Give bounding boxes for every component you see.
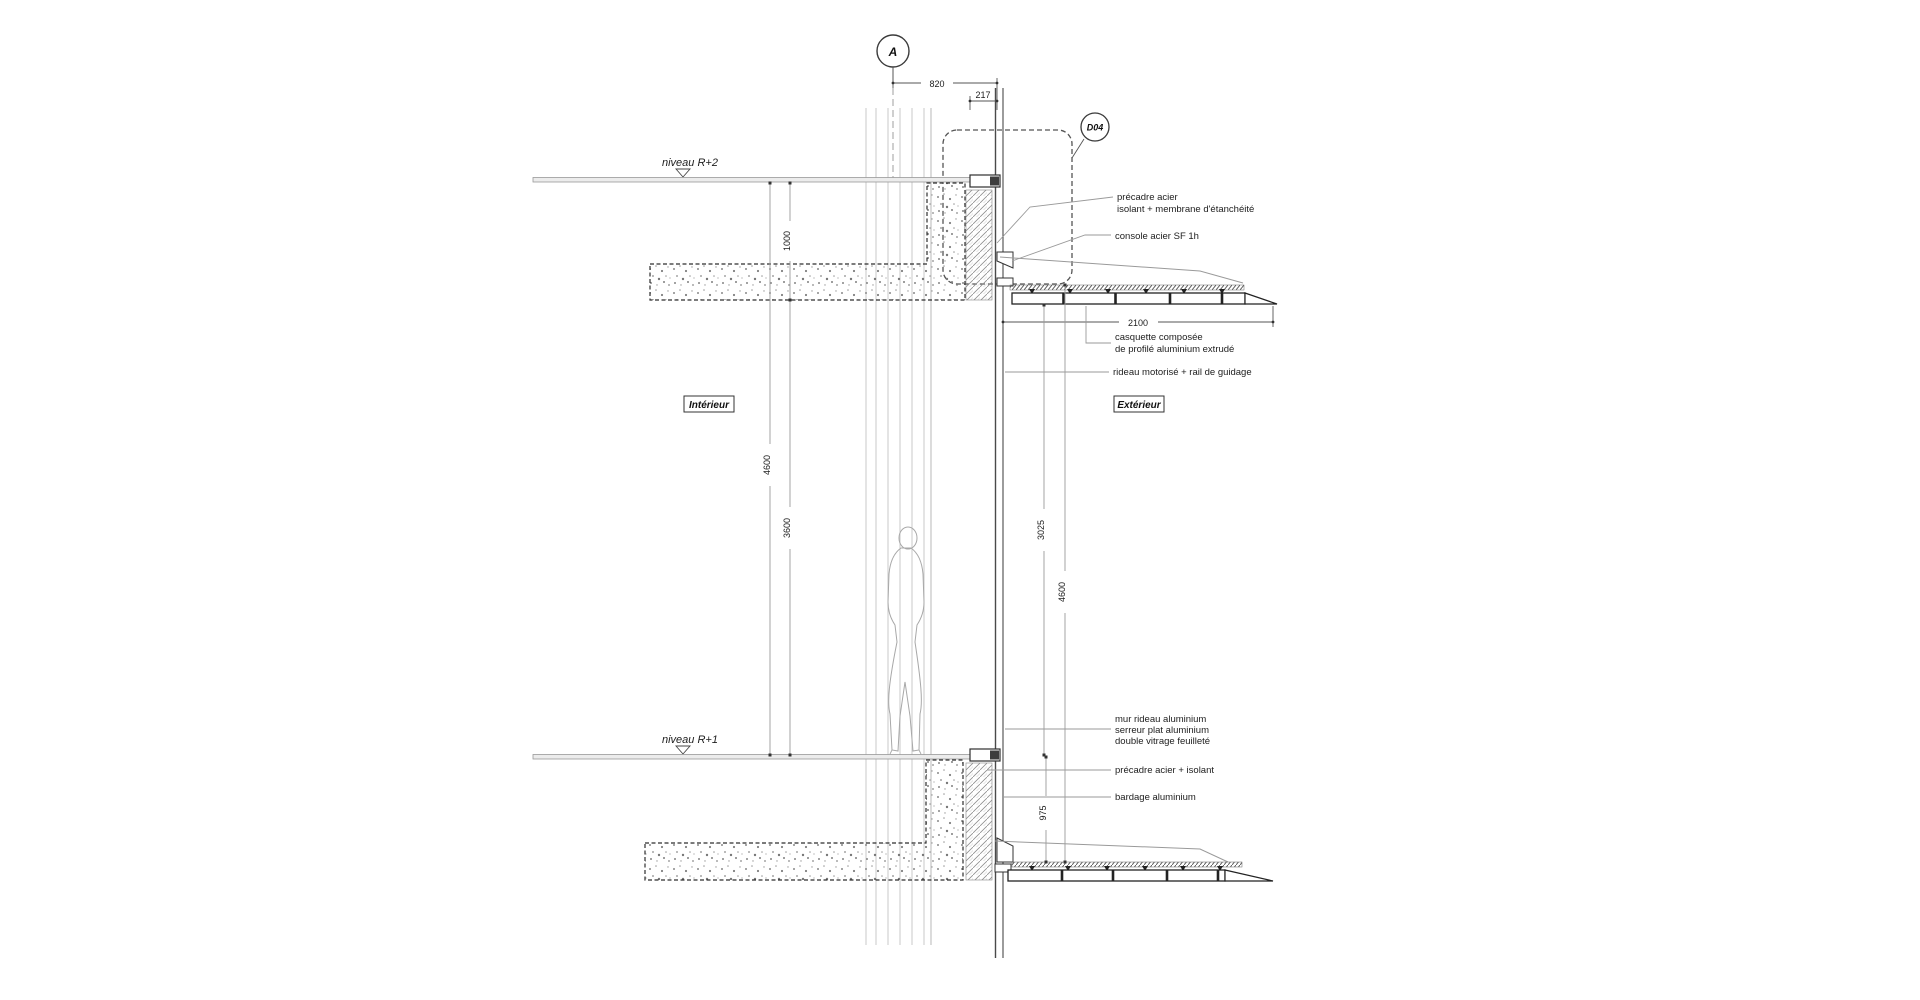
console-profile-line: [1000, 257, 1243, 283]
interior-wall-lines: [866, 108, 931, 945]
dimension-4600-right: [1057, 284, 1071, 864]
dim-2100: 2100: [1127, 318, 1149, 328]
dim-3025: 3025: [1036, 519, 1046, 541]
insulation-zone-r2: [966, 190, 992, 300]
annotation-console: console acier SF 1h: [1115, 231, 1199, 242]
dim-1000: 1000: [782, 230, 792, 252]
annotation-casquette-1: casquette composée: [1115, 332, 1203, 343]
detail-label-d04: D04: [1086, 122, 1104, 133]
annotation-precadre-bottom: précadre acier + isolant: [1115, 765, 1215, 776]
canopy-slats: [1008, 870, 1225, 881]
dim-975: 975: [1038, 805, 1048, 821]
annotation-precadre-top-2: isolant + membrane d'étanchéité: [1117, 204, 1255, 215]
dim-3600: 3600: [782, 517, 792, 539]
insulation-zone-r1: [966, 763, 992, 880]
dimension-3025: [1036, 304, 1050, 757]
leader-precadre-top: [997, 197, 1113, 243]
canopy-upper: [1000, 257, 1277, 304]
canopy-edge-wedge: [1245, 293, 1277, 304]
grid-label-a: A: [888, 45, 898, 59]
top-dimensions: [892, 78, 999, 110]
annotation-mur-rideau-3: double vitrage feuilleté: [1115, 736, 1211, 747]
annotation-mur-rideau-1: mur rideau aluminium: [1115, 714, 1207, 725]
annotation-precadre-top-1: précadre acier: [1117, 192, 1178, 203]
canopy-rail: [1010, 285, 1244, 290]
concrete-slab-r1: [645, 760, 992, 880]
level-r2: [533, 157, 995, 182]
dim-217: 217: [975, 90, 991, 100]
grid-axis-a: [877, 35, 909, 180]
interior-label: Intérieur: [688, 400, 730, 411]
exterior-label: Extérieur: [1117, 400, 1161, 411]
floor-line-r2: [533, 178, 995, 183]
level-r2-label: niveau R+2: [662, 157, 718, 169]
concrete-slab-r2: [650, 183, 992, 300]
dim-4600-left: 4600: [762, 454, 772, 476]
dim-820: 820: [929, 79, 945, 89]
canopy-slats: [1012, 293, 1245, 304]
curtain-wall-lines: [996, 88, 1004, 958]
leader-casquette: [1086, 306, 1111, 343]
human-figure: [888, 527, 924, 754]
annotation-mur-rideau-2: serreur plat aluminium: [1115, 725, 1209, 736]
floor-line-r1: [533, 755, 995, 760]
annotation-casquette-2: de profilé aluminium extrudé: [1115, 344, 1235, 355]
dim-4600-right: 4600: [1057, 581, 1067, 603]
canopy-edge-wedge: [1225, 870, 1273, 881]
annotation-texts: [1113, 192, 1254, 803]
bracket-r2: [997, 252, 1013, 268]
console-profile-line: [995, 841, 1228, 862]
level-marker-icon: [676, 746, 690, 754]
annotation-bardage: bardage aluminium: [1115, 792, 1196, 803]
dimension-975: [1038, 756, 1052, 864]
canopy-lower: [995, 841, 1273, 881]
level-r1-label: niveau R+1: [662, 734, 718, 746]
annotation-rideau: rideau motorisé + rail de guidage: [1113, 367, 1252, 378]
level-marker-icon: [676, 169, 690, 177]
leader-console: [1012, 235, 1111, 261]
level-r1: [533, 734, 995, 759]
